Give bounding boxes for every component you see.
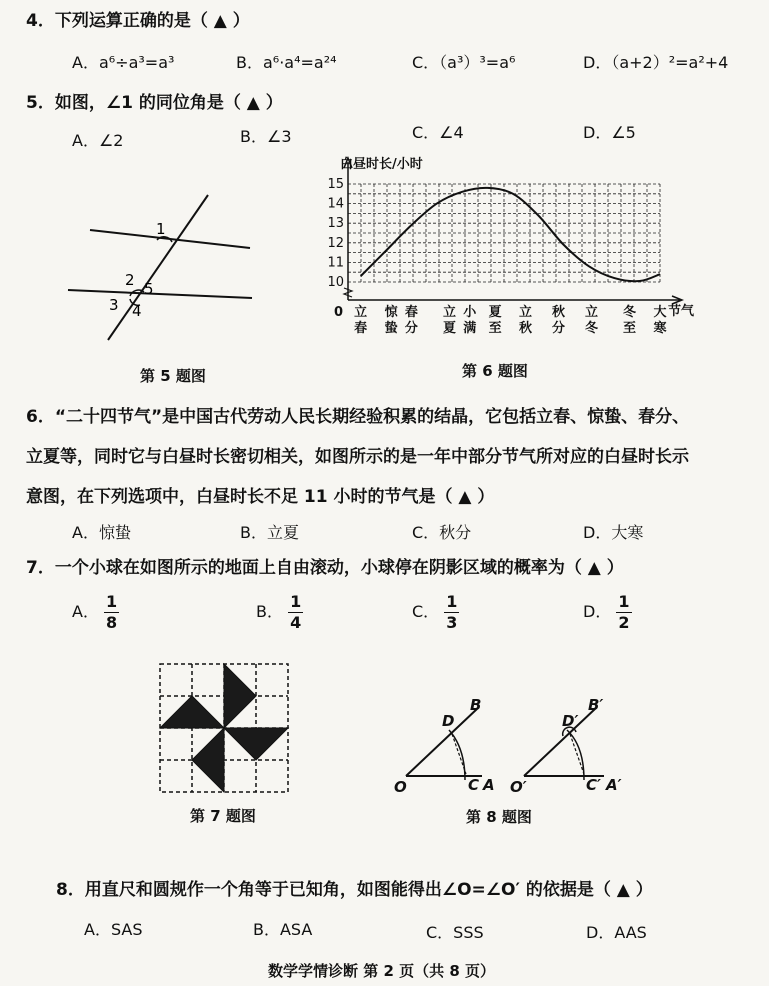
- q8-label-c-prime: C′: [586, 776, 601, 794]
- chart6-xtick: 小满: [463, 305, 477, 336]
- chart6-ytick: 13: [327, 216, 344, 232]
- q7-caption: 第 7 题图: [190, 807, 256, 825]
- q7-stem: 7．一个小球在如图所示的地面上自由滚动，小球停在阴影区域的概率为（ ▲ ）: [26, 558, 624, 578]
- q6-line-1: 6．“二十四节气”是中国古代劳动人民长期经验积累的结晶，它包括立春、惊蛰、春分、: [26, 407, 690, 427]
- chart6-ytick: 12: [327, 235, 344, 251]
- q6-option-b[interactable]: B．立夏: [240, 523, 299, 542]
- chart6-origin: 0: [334, 305, 344, 320]
- q6-line-3: 意图，在下列选项中，白昼时长不足 11 小时的节气是（ ▲ ）: [26, 487, 495, 507]
- q6-chart: [318, 152, 698, 342]
- q8-label-o: O: [394, 778, 407, 796]
- q8-label-o-prime: O′: [510, 778, 527, 796]
- chart6-ytick: 11: [327, 255, 344, 271]
- q7-option-a[interactable]: [72, 592, 119, 633]
- chart6-ytick: 15: [327, 177, 344, 192]
- q5-label-2: 2: [125, 271, 135, 289]
- q6-line-2: 立夏等，同时它与白昼时长密切相关，如图所示的是一年中部分节气所对应的白昼时长示: [26, 447, 689, 467]
- chart6-xtick: 春分: [404, 305, 418, 336]
- q7-option-b-num: 1: [290, 592, 302, 611]
- q6-option-d[interactable]: D．大寒: [583, 523, 644, 542]
- q5-label-3: 3: [109, 296, 119, 314]
- q8-option-b[interactable]: B．ASA: [253, 920, 313, 939]
- chart6-xtick: 冬至: [623, 305, 637, 336]
- q5-caption: 第 5 题图: [140, 367, 206, 385]
- q7-option-a-fraction: [104, 592, 119, 633]
- q5-stem: 5．如图，∠1 的同位角是（ ▲ ）: [26, 93, 283, 113]
- q7-option-a-num: 1: [106, 592, 118, 611]
- q5-label-5: 5: [144, 280, 154, 298]
- q7-option-d[interactable]: [583, 592, 632, 633]
- q5-option-d[interactable]: D．∠5: [583, 123, 636, 142]
- q7-option-d-fraction: [616, 592, 631, 633]
- chart6-xtick: 夏至: [488, 305, 502, 336]
- chart6-xtick: 立冬: [585, 305, 599, 336]
- q5-label-4: 4: [132, 302, 142, 320]
- chart6-xtick: 立春: [354, 305, 368, 336]
- q8-option-a[interactable]: A．SAS: [84, 920, 143, 939]
- q5-option-c[interactable]: C．∠4: [412, 123, 464, 142]
- chart6-ylabel: 白昼时长/小时: [340, 157, 423, 172]
- q4-stem: 4．下列运算正确的是（ ▲ ）: [26, 11, 250, 31]
- chart6-xtick: 立秋: [519, 305, 533, 336]
- chart6-xtick: 惊蛰: [384, 305, 398, 336]
- q7-option-b-den: 4: [290, 613, 302, 632]
- q7-option-c-num: 1: [446, 592, 458, 611]
- q6-daylight-curve: [361, 188, 660, 281]
- q6-option-a[interactable]: A．惊蛰: [72, 523, 131, 542]
- q8-figure: [392, 698, 652, 798]
- q8-label-a-prime: A′: [606, 776, 622, 794]
- q8-caption: 第 8 题图: [466, 808, 532, 826]
- page-footer: 数学学情诊断 第 2 页（共 8 页）: [268, 962, 495, 980]
- chart6-xlabel: 节气: [668, 304, 695, 319]
- q7-option-c-fraction: [444, 592, 459, 633]
- q5-option-b[interactable]: B．∠3: [240, 127, 292, 146]
- q7-option-a-den: 8: [106, 613, 118, 632]
- q5-option-a[interactable]: A．∠2: [72, 131, 124, 150]
- q4-option-d[interactable]: D．（a+2）²=a²+4: [583, 53, 729, 72]
- q7-option-c-letter: C．: [412, 602, 440, 621]
- chart6-axis-break: [344, 288, 352, 297]
- q8-label-b: B: [470, 698, 482, 714]
- q4-option-a[interactable]: A．a⁶÷a³=a³: [72, 53, 175, 72]
- q8-option-c[interactable]: C．SSS: [426, 923, 484, 942]
- q8-label-b-prime: B′: [588, 698, 604, 714]
- q7-pinwheel-figure: [158, 662, 294, 798]
- q7-option-b-fraction: [288, 592, 303, 633]
- q8-label-d-prime: D′: [562, 712, 579, 730]
- chart6-xtick: 大寒: [653, 305, 667, 336]
- q7-option-b[interactable]: [256, 592, 303, 633]
- q7-option-c[interactable]: [412, 592, 459, 633]
- chart6-xtick: 立夏: [442, 305, 456, 336]
- q7-option-b-letter: B．: [256, 602, 283, 621]
- q7-option-c-den: 3: [446, 613, 458, 632]
- q4-option-b[interactable]: B．a⁶·a⁴=a²⁴: [236, 53, 337, 72]
- chart6-ytick: 14: [327, 196, 344, 212]
- q6-caption: 第 6 题图: [462, 362, 528, 380]
- chart6-xtick: 秋分: [552, 305, 566, 336]
- q7-option-d-den: 2: [618, 613, 630, 632]
- chart6-ytick: 10: [327, 275, 344, 290]
- q8-stem: 8．用直尺和圆规作一个角等于已知角，如图能得出∠O=∠O′ 的依据是（ ▲ ）: [56, 880, 653, 900]
- q8-option-d[interactable]: D．AAS: [586, 923, 647, 942]
- q5-label-1: 1: [156, 220, 166, 238]
- q8-label-c: C: [468, 776, 480, 794]
- q6-option-c[interactable]: C．秋分: [412, 523, 472, 542]
- q7-option-d-num: 1: [618, 592, 630, 611]
- q7-option-a-letter: A．: [72, 602, 99, 621]
- q5-figure: [60, 180, 260, 350]
- q8-label-a: A: [483, 776, 495, 794]
- q7-option-d-letter: D．: [583, 602, 612, 621]
- q4-option-c[interactable]: C．（a³）³=a⁶: [412, 53, 516, 72]
- q8-label-d: D: [442, 712, 455, 730]
